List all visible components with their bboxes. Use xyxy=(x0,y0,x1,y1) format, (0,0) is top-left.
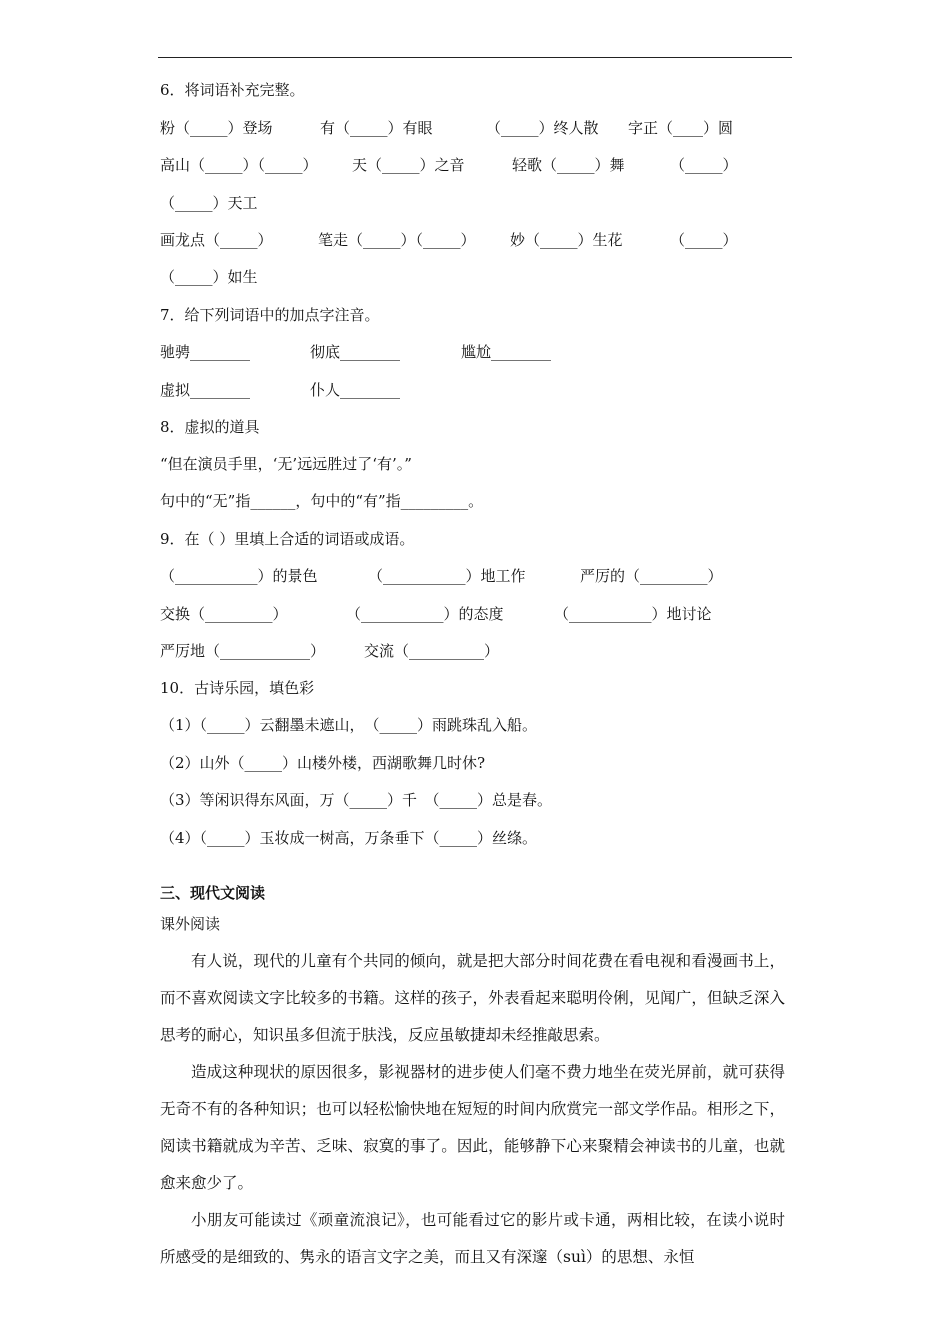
q6-item: 粉（_____）登场 xyxy=(160,119,273,137)
q10-line-4: （4）（_____）玉妆成一树高，万条垂下（_____）丝绦。 xyxy=(160,829,538,847)
q7-item: 尴尬________ xyxy=(461,343,552,361)
q9-title: 9．在（ ）里填上合适的词语或成语。 xyxy=(160,530,415,548)
q6-row5 xyxy=(160,267,258,287)
q6-row2 xyxy=(160,155,738,175)
q6-row1 xyxy=(160,118,733,138)
q9-item: 交流（__________） xyxy=(364,642,500,660)
q8-title: 8．虚拟的道具 xyxy=(160,418,260,436)
q6-item: （_____） xyxy=(670,231,738,249)
q10-line-3: （3）等闲识得东风面，万（_____）千 （_____）总是春。 xyxy=(160,791,553,809)
q6-item: 有（_____）有眼 xyxy=(320,119,433,137)
q7-row1 xyxy=(160,342,551,362)
passage-paragraph: 小朋友可能读过《顽童流浪记》，也可能看过它的影片或卡通，两相比较，在读小说时所感受的是细致的、隽永的语言文字之美，而且又有深邃（suì）的思想、永恒 xyxy=(160,1211,785,1266)
q6-row3 xyxy=(160,193,258,213)
q9-item: （___________）地讨论 xyxy=(554,605,712,623)
q8-question: 句中的“无”指______，句中的“有”指_________。 xyxy=(160,492,484,510)
reading-passage xyxy=(160,943,785,1276)
q7-item: 仆人________ xyxy=(310,381,401,399)
q9-item: （___________）的态度 xyxy=(346,605,504,623)
q6-item: 画龙点（_____） xyxy=(160,231,273,249)
q9-item: 严厉的（_________） xyxy=(580,567,723,585)
q9-item: （___________）地工作 xyxy=(368,567,526,585)
q8-quote: “但在演员手里，‘无’远远胜过了‘有’。” xyxy=(160,455,412,473)
q7-row2 xyxy=(160,380,400,400)
q9-item: （___________）的景色 xyxy=(160,567,318,585)
q7-item: 驰骋________ xyxy=(160,343,251,361)
q6-item: 轻歌（_____）舞 xyxy=(512,156,625,174)
q10-line-2: （2）山外（_____）山楼外楼，西湖歌舞几时休? xyxy=(160,754,486,772)
q7-item: 虚拟________ xyxy=(160,381,251,399)
q6-item: 高山（_____）（_____） xyxy=(160,156,318,174)
q6-item: （_____）天工 xyxy=(160,194,258,212)
q7-title: 7．给下列词语中的加点字注音。 xyxy=(160,306,380,324)
passage-paragraph: 造成这种现状的原因很多，影视器材的进步使人们毫不费力地坐在荧光屏前，就可获得无奇不有的各种知识；也可以轻松愉快地在短短的时间内欣赏完一部文学作品。相形之下，阅读书籍就成为辛苦、乏味、寂寞的事了。因此，能够静下心来聚精会神读书的儿童，也就愈来愈少了。 xyxy=(160,1063,785,1192)
q6-item: 字正（____）圆 xyxy=(628,119,734,137)
q9-row3 xyxy=(160,641,499,661)
q9-item: 严厉地（____________） xyxy=(160,642,326,660)
passage-paragraph: 有人说，现代的儿童有个共同的倾向，就是把大部分时间花费在看电视和看漫画书上，而不喜欢阅读文字比较多的书籍。这样的孩子，外表看起来聪明伶俐，见闻广，但缺乏深入思考的耐心，知识虽多但流于肤浅，反应虽敏捷却未经推敲思索。 xyxy=(160,952,785,1044)
q9-row2 xyxy=(160,604,712,624)
q9-item: 交换（_________） xyxy=(160,605,288,623)
section-subheading: 课外阅读 xyxy=(160,915,221,933)
q10-line-1: （1）（_____）云翻墨未遮山， （_____）雨跳珠乱入船。 xyxy=(160,716,538,734)
section-heading: 三、现代文阅读 xyxy=(160,884,266,902)
header-rule xyxy=(158,57,792,58)
q6-row4 xyxy=(160,230,738,250)
q6-title: 6．将词语补充完整。 xyxy=(160,81,305,99)
q6-item: 笔走（_____）（_____） xyxy=(318,231,476,249)
q10-title: 10．古诗乐园，填色彩 xyxy=(160,679,315,697)
q7-item: 彻底________ xyxy=(310,343,401,361)
q6-item: （_____）如生 xyxy=(160,268,258,286)
q6-item: 妙（_____）生花 xyxy=(510,231,623,249)
q6-item: （_____）终人散 xyxy=(486,119,599,137)
q6-item: （_____） xyxy=(670,156,738,174)
q6-item: 天（_____）之音 xyxy=(352,156,465,174)
q9-row1 xyxy=(160,566,723,586)
